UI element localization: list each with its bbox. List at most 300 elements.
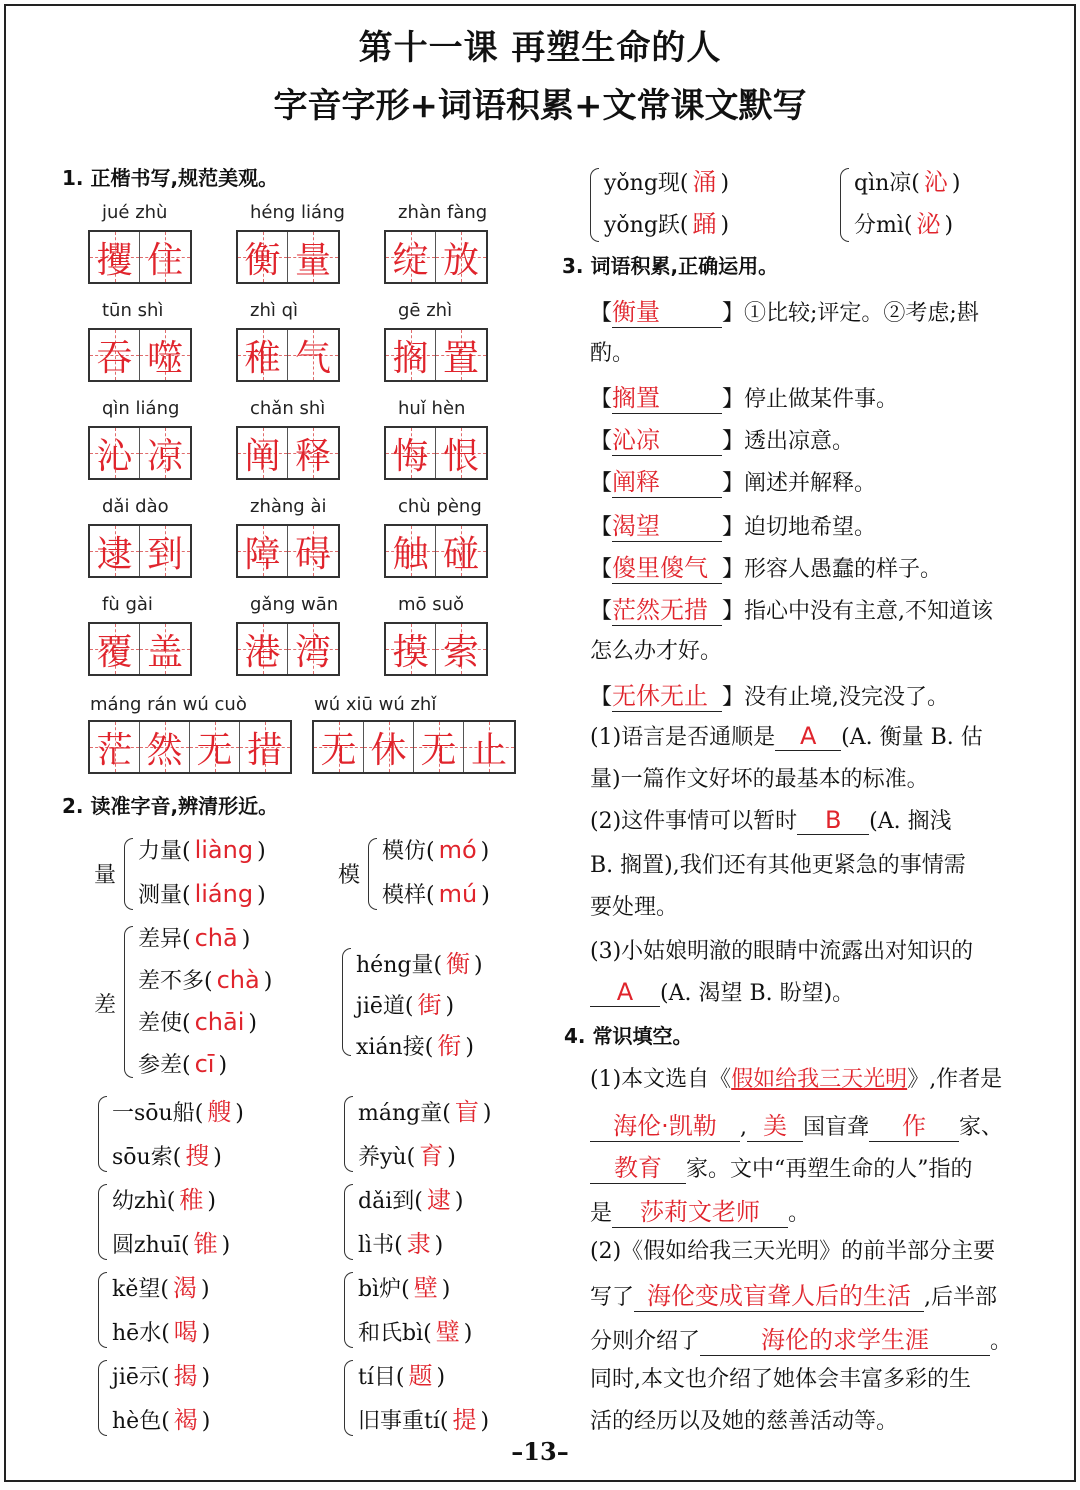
grid-char: 攫: [96, 239, 133, 281]
item-answer: 衡: [446, 950, 471, 978]
grid-cell: [414, 722, 464, 772]
grid-char: 湾: [294, 631, 331, 673]
question-blank: B: [797, 806, 869, 835]
group-label: 模: [338, 863, 361, 888]
grid-char: 量: [294, 239, 331, 281]
grid-char: 住: [146, 239, 183, 281]
question-blank: 作: [869, 1106, 959, 1142]
item-close: ): [951, 171, 961, 196]
grid-char: 无: [420, 729, 457, 771]
grid-cell: [314, 722, 364, 772]
brace-icon: [344, 1096, 353, 1172]
item-answer: 渴: [172, 1274, 197, 1302]
item-close: ): [482, 1101, 492, 1126]
grid-cell: [288, 526, 338, 576]
writing-grid[interactable]: [236, 524, 340, 578]
definition-line: 【阐释 】阐述并解释。: [590, 462, 876, 498]
writing-grid[interactable]: [88, 328, 192, 382]
item-close: ): [201, 1321, 211, 1346]
grid-char: 到: [146, 533, 183, 575]
item-answer: 喝: [173, 1318, 198, 1346]
item-word: 差不多(: [138, 969, 213, 994]
item-answer: 涌: [692, 168, 717, 196]
question-line: [590, 934, 973, 965]
item-word: 力量(: [138, 839, 191, 864]
definition-answer: 无休无止: [612, 676, 722, 712]
item-close: ): [257, 883, 266, 908]
item-close: ): [200, 1277, 210, 1302]
question-text: (3)小姑娘明澈的眼睛中流露出对知识的: [590, 939, 974, 964]
grid-char: 港: [244, 631, 281, 673]
item-word: yǒng现(: [604, 171, 689, 196]
character-item: [112, 1224, 230, 1259]
question-line: [590, 720, 983, 751]
group-label: 量: [94, 863, 117, 888]
item-close: ): [944, 213, 954, 238]
question-text: (1)本文选自《: [590, 1067, 732, 1092]
question-line: [590, 1362, 971, 1393]
writing-grid[interactable]: [384, 524, 488, 578]
writing-grid[interactable]: [236, 622, 340, 676]
writing-grid[interactable]: [384, 230, 488, 284]
character-item: [604, 204, 729, 239]
definition-text: 】迫切地希望。: [722, 515, 877, 540]
question-text: B. 搁置),我们还有其他更紧急的事情需: [590, 853, 966, 878]
character-item: [358, 1136, 456, 1171]
grid-cell: [90, 330, 140, 380]
grid-cell: [90, 624, 140, 674]
item-word: qìn凉(: [854, 171, 920, 196]
item-answer: 隶: [406, 1230, 431, 1258]
writing-grid[interactable]: [384, 328, 488, 382]
question-line: [590, 1062, 1002, 1093]
item-close: ): [441, 1277, 451, 1302]
lesson-subtitle: 字音字形+词语积累+文常课文默写: [273, 86, 807, 126]
item-answer: 壁: [413, 1274, 438, 1302]
item-close: ): [263, 969, 273, 994]
grid-char: 搁: [392, 337, 429, 379]
grid-cell: [386, 624, 436, 674]
question-line: [590, 1106, 1003, 1142]
definition-line: 【渴望 】迫切地希望。: [590, 506, 876, 542]
grid-char: 措: [246, 729, 283, 771]
grid-char: 覆: [96, 631, 133, 673]
item-close: ): [480, 1409, 490, 1434]
grid-cell: [238, 624, 288, 674]
item-answer: 锥: [193, 1230, 218, 1258]
pinyin-label: gǎng wān: [250, 594, 339, 615]
item-word: xián接(: [356, 1035, 434, 1060]
item-answer: 泌: [916, 210, 941, 238]
character-item: [356, 985, 454, 1020]
question-text: 活的经历以及她的慈善活动等。: [590, 1409, 899, 1434]
item-close: ): [434, 1233, 444, 1258]
writing-grid[interactable]: [88, 230, 192, 284]
definition-line: 【搁置 】停止做某件事。: [590, 378, 898, 414]
item-close: ): [447, 1145, 456, 1170]
definition-answer: 阐释: [612, 462, 722, 498]
item-word: 旧事重tí(: [358, 1409, 449, 1434]
grid-char: 碍: [294, 533, 331, 575]
item-answer: liáng: [194, 880, 254, 908]
character-item: [358, 1224, 443, 1259]
grid-cell: [90, 722, 140, 772]
grid-cell: [386, 428, 436, 478]
pronunciation-item: [138, 834, 266, 865]
item-answer: 璧: [435, 1318, 460, 1346]
writing-grid[interactable]: [384, 426, 488, 480]
definition-text: 】形容人愚蠢的样子。: [722, 557, 943, 582]
pronunciation-item: [138, 1048, 227, 1079]
character-item: [358, 1092, 491, 1127]
brace-icon: [368, 838, 377, 910]
grid-char: 止: [470, 729, 507, 771]
pinyin-label: huǐ hèn: [398, 398, 466, 419]
grid-char: 摸: [392, 631, 429, 673]
item-answer: 沁: [923, 168, 948, 196]
brace-icon: [98, 1184, 107, 1260]
item-close: ): [257, 839, 266, 864]
definition-continuation: 怎么办才好。: [590, 639, 723, 664]
item-word: dǎi到(: [358, 1189, 423, 1214]
question-text: 假如给我三天光明: [731, 1067, 908, 1092]
item-close: ): [481, 883, 490, 908]
grid-cell: [464, 722, 514, 772]
character-item: [356, 1026, 474, 1061]
brace-icon: [840, 168, 849, 242]
item-word: hē水(: [112, 1321, 170, 1346]
item-word: 测量(: [138, 883, 191, 908]
definition-answer: 搁置: [612, 378, 722, 414]
pinyin-label: gē zhì: [398, 300, 453, 321]
grid-char: 触: [392, 533, 429, 575]
question-blank: A: [590, 978, 660, 1007]
item-close: ): [221, 1233, 231, 1258]
section-4-title: 4. 常识填空。: [564, 1024, 693, 1048]
character-item: [112, 1400, 210, 1435]
item-close: ): [474, 953, 483, 978]
pronunciation-item: [382, 834, 489, 865]
question-line: [590, 890, 678, 921]
item-answer: chāi: [194, 1008, 245, 1036]
pinyin-label: mō suǒ: [398, 594, 465, 615]
grid-char: 休: [370, 729, 407, 771]
item-answer: 衔: [437, 1032, 462, 1060]
grid-cell: [140, 526, 190, 576]
item-answer: 稚: [179, 1186, 204, 1214]
pinyin-label: tūn shì: [102, 300, 164, 321]
pinyin-label: chǎn shì: [250, 398, 326, 419]
item-word: jiē道(: [356, 994, 414, 1019]
character-item: [358, 1400, 489, 1435]
item-close: ): [207, 1189, 216, 1214]
question-text: 同时,本文也介绍了她体会丰富多彩的生: [590, 1367, 971, 1392]
writing-grid[interactable]: [384, 622, 488, 676]
grid-char: 气: [294, 337, 331, 379]
definition-answer: 傻里傻气: [612, 548, 722, 584]
grid-cell: [140, 232, 190, 282]
definition-line: 【无休无止 】没有止境,没完没了。: [590, 676, 949, 712]
definition-text: 】没有止境,没完没了。: [722, 685, 950, 710]
grid-char: 衡: [244, 239, 281, 281]
question-text: 分则介绍了: [590, 1329, 701, 1354]
grid-char: 索: [442, 631, 479, 673]
item-word: 幼zhì(: [112, 1189, 176, 1214]
character-item: [358, 1180, 463, 1215]
idiom-writing-grid[interactable]: [312, 720, 516, 774]
question-text: 是: [590, 1201, 613, 1226]
question-blank: 海伦·凯勒: [590, 1106, 740, 1142]
grid-char: 茫: [96, 729, 133, 771]
pinyin-label: wú xiū wú zhǐ: [314, 694, 437, 715]
pinyin-label: zhàn fàng: [398, 202, 488, 223]
item-answer: cī: [194, 1050, 215, 1078]
grid-char: 沁: [96, 435, 133, 477]
grid-cell: [238, 232, 288, 282]
grid-cell: [238, 330, 288, 380]
brace-icon: [98, 1272, 107, 1348]
writing-grid[interactable]: [88, 622, 192, 676]
item-word: tí目(: [358, 1365, 405, 1390]
item-word: lì书(: [358, 1233, 403, 1258]
definition-text: 】透出凉意。: [722, 429, 855, 454]
item-answer: 逮: [426, 1186, 451, 1214]
grid-char: 悔: [392, 435, 429, 477]
question-text: 国盲聋: [803, 1115, 870, 1140]
item-word: yǒng跃(: [604, 213, 689, 238]
grid-char: 置: [442, 337, 479, 379]
item-answer: chà: [216, 966, 260, 994]
item-close: ): [218, 1053, 228, 1078]
group-label: 差: [94, 993, 117, 1018]
question-line: [590, 1320, 1012, 1356]
question-blank: 海伦的求学生涯: [700, 1320, 990, 1356]
grid-char: 无: [320, 729, 357, 771]
pinyin-label: qìn liáng: [102, 398, 180, 419]
pinyin-label: fù gài: [102, 594, 153, 615]
item-answer: 艘: [207, 1098, 232, 1126]
grid-cell: [238, 526, 288, 576]
item-word: máng童(: [358, 1101, 451, 1126]
character-item: [854, 162, 960, 197]
grid-cell: [190, 722, 240, 772]
grid-cell: [386, 232, 436, 282]
item-word: hè色(: [112, 1409, 170, 1434]
character-item: [854, 204, 953, 239]
grid-cell: [386, 526, 436, 576]
brace-icon: [124, 838, 133, 910]
grid-char: 然: [146, 729, 183, 771]
definition-text: 】指心中没有主意,不知道该: [722, 599, 994, 624]
brace-icon: [124, 926, 133, 1078]
brace-icon: [590, 168, 599, 242]
item-close: ): [445, 994, 455, 1019]
question-text: ,: [740, 1115, 747, 1140]
item-answer: liàng: [194, 836, 254, 864]
grid-cell: [436, 330, 486, 380]
question-text: 要处理。: [590, 895, 679, 920]
grid-char: 阐: [244, 435, 281, 477]
pinyin-label: chù pèng: [398, 496, 482, 517]
pronunciation-item: [138, 922, 250, 953]
definition-answer: 茫然无措: [612, 590, 722, 626]
item-word: 差使(: [138, 1011, 191, 1036]
question-text: ,后半部: [924, 1285, 998, 1310]
grid-cell: [288, 428, 338, 478]
item-word: 分mì(: [854, 213, 913, 238]
item-close: ): [465, 1035, 474, 1060]
definition-line: 【傻里傻气 】形容人愚蠢的样子。: [590, 548, 942, 584]
brace-icon: [344, 1360, 353, 1436]
pinyin-label: jué zhù: [102, 202, 168, 223]
item-word: 差异(: [138, 927, 191, 952]
writing-grid[interactable]: [236, 230, 340, 284]
writing-grid[interactable]: [236, 328, 340, 382]
character-item: [112, 1092, 244, 1127]
question-line: [590, 762, 929, 793]
definition-answer: 沁凉: [612, 420, 722, 456]
writing-grid[interactable]: [88, 426, 192, 480]
item-close: ): [235, 1101, 244, 1126]
pinyin-label: zhì qì: [250, 300, 299, 321]
item-answer: 题: [408, 1362, 433, 1390]
worksheet-page: [4, 4, 1076, 1482]
character-item: [358, 1312, 472, 1347]
grid-cell: [90, 232, 140, 282]
definition-line: 【衡量 】①比较;评定。②考虑;斟: [590, 292, 979, 328]
pronunciation-item: [138, 878, 266, 909]
definition-text: 】阐述并解释。: [722, 471, 877, 496]
brace-icon: [344, 1184, 353, 1260]
item-answer: 街: [417, 991, 442, 1019]
definition-line: 【沁凉 】透出凉意。: [590, 420, 854, 456]
grid-cell: [140, 330, 190, 380]
idiom-writing-grid[interactable]: [88, 720, 292, 774]
question-text: (1)语言是否通顺是: [590, 725, 776, 750]
item-close: ): [463, 1321, 473, 1346]
grid-cell: [90, 526, 140, 576]
question-text: (2)《假如给我三天光明》的前半部分主要: [590, 1239, 996, 1264]
item-answer: 踊: [692, 210, 717, 238]
item-close: ): [720, 171, 730, 196]
grid-char: 放: [442, 239, 479, 281]
question-blank: 莎莉文老师: [612, 1192, 788, 1228]
character-item: [112, 1268, 210, 1303]
item-word: jiē示(: [112, 1365, 170, 1390]
grid-char: 稚: [244, 337, 281, 379]
item-close: ): [213, 1145, 222, 1170]
grid-cell: [288, 330, 338, 380]
character-item: [358, 1268, 450, 1303]
item-word: 养yù(: [358, 1145, 416, 1170]
grid-cell: [364, 722, 414, 772]
grid-cell: [240, 722, 290, 772]
pinyin-label: zhàng ài: [250, 496, 327, 517]
writing-grid[interactable]: [236, 426, 340, 480]
brace-icon: [342, 948, 351, 1056]
character-item: [112, 1356, 210, 1391]
question-line: [590, 1276, 997, 1312]
pronunciation-item: [382, 878, 490, 909]
question-line: [590, 848, 966, 879]
grid-cell: [436, 428, 486, 478]
pinyin-label: dǎi dào: [102, 496, 169, 517]
question-text: 家。文中“再塑生命的人”指的: [686, 1157, 973, 1182]
question-line: [590, 1148, 973, 1184]
grid-char: 盖: [146, 631, 183, 673]
question-text: (A. 衡量 B. 估: [841, 725, 983, 750]
question-blank: 教育: [590, 1148, 686, 1184]
definition-text: 】停止做某件事。: [722, 387, 899, 412]
writing-grid[interactable]: [88, 524, 192, 578]
definition-answer: 渴望: [612, 506, 722, 542]
grid-char: 逮: [96, 533, 133, 575]
definition-answer: 衡量: [612, 292, 722, 328]
grid-char: 无: [196, 729, 233, 771]
question-text: 。: [990, 1329, 1013, 1354]
grid-cell: [436, 624, 486, 674]
grid-char: 释: [294, 435, 331, 477]
brace-icon: [98, 1096, 107, 1172]
grid-cell: [386, 330, 436, 380]
item-word: héng量(: [356, 953, 443, 978]
pinyin-label: máng rán wú cuò: [90, 694, 247, 715]
grid-char: 噬: [146, 337, 183, 379]
item-word: 参差(: [138, 1053, 191, 1078]
item-close: ): [248, 1011, 257, 1036]
item-close: ): [454, 1189, 464, 1214]
question-line: [590, 976, 854, 1007]
grid-cell: [140, 722, 190, 772]
item-close: ): [201, 1365, 211, 1390]
pronunciation-item: [138, 1006, 257, 1037]
section-2-title: 2. 读准字音,辨清形近。: [62, 794, 279, 818]
item-word: 和氏bì(: [358, 1321, 432, 1346]
question-line: [590, 804, 952, 835]
question-text: 写了: [590, 1285, 635, 1310]
grid-cell: [436, 526, 486, 576]
character-item: [358, 1356, 445, 1391]
item-answer: 搜: [185, 1142, 210, 1170]
item-answer: mú: [438, 880, 478, 908]
grid-char: 吞: [96, 337, 133, 379]
question-line: [590, 1192, 810, 1228]
grid-cell: [288, 624, 338, 674]
grid-cell: [140, 624, 190, 674]
item-close: ): [436, 1365, 446, 1390]
character-item: [112, 1312, 210, 1347]
question-blank: 美: [747, 1106, 803, 1142]
question-text: 量)一篇作文好坏的最基本的标准。: [590, 767, 929, 792]
character-item: [112, 1136, 222, 1171]
item-word: 模仿(: [382, 839, 435, 864]
question-blank: 海伦变成盲聋人后的生活: [634, 1276, 924, 1312]
brace-icon: [98, 1360, 107, 1436]
question-text: (2)这件事情可以暂时: [590, 809, 798, 834]
grid-cell: [140, 428, 190, 478]
item-word: 一sōu船(: [112, 1101, 204, 1126]
grid-cell: [238, 428, 288, 478]
grid-cell: [288, 232, 338, 282]
grid-char: 凉: [146, 435, 183, 477]
item-close: ): [720, 213, 730, 238]
grid-char: 绽: [392, 239, 429, 281]
character-item: [604, 162, 729, 197]
item-answer: chā: [194, 924, 238, 952]
question-text: (A. 搁浅: [869, 809, 952, 834]
question-text: (A. 渴望 B. 盼望)。: [660, 981, 855, 1006]
item-word: bì炉(: [358, 1277, 410, 1302]
